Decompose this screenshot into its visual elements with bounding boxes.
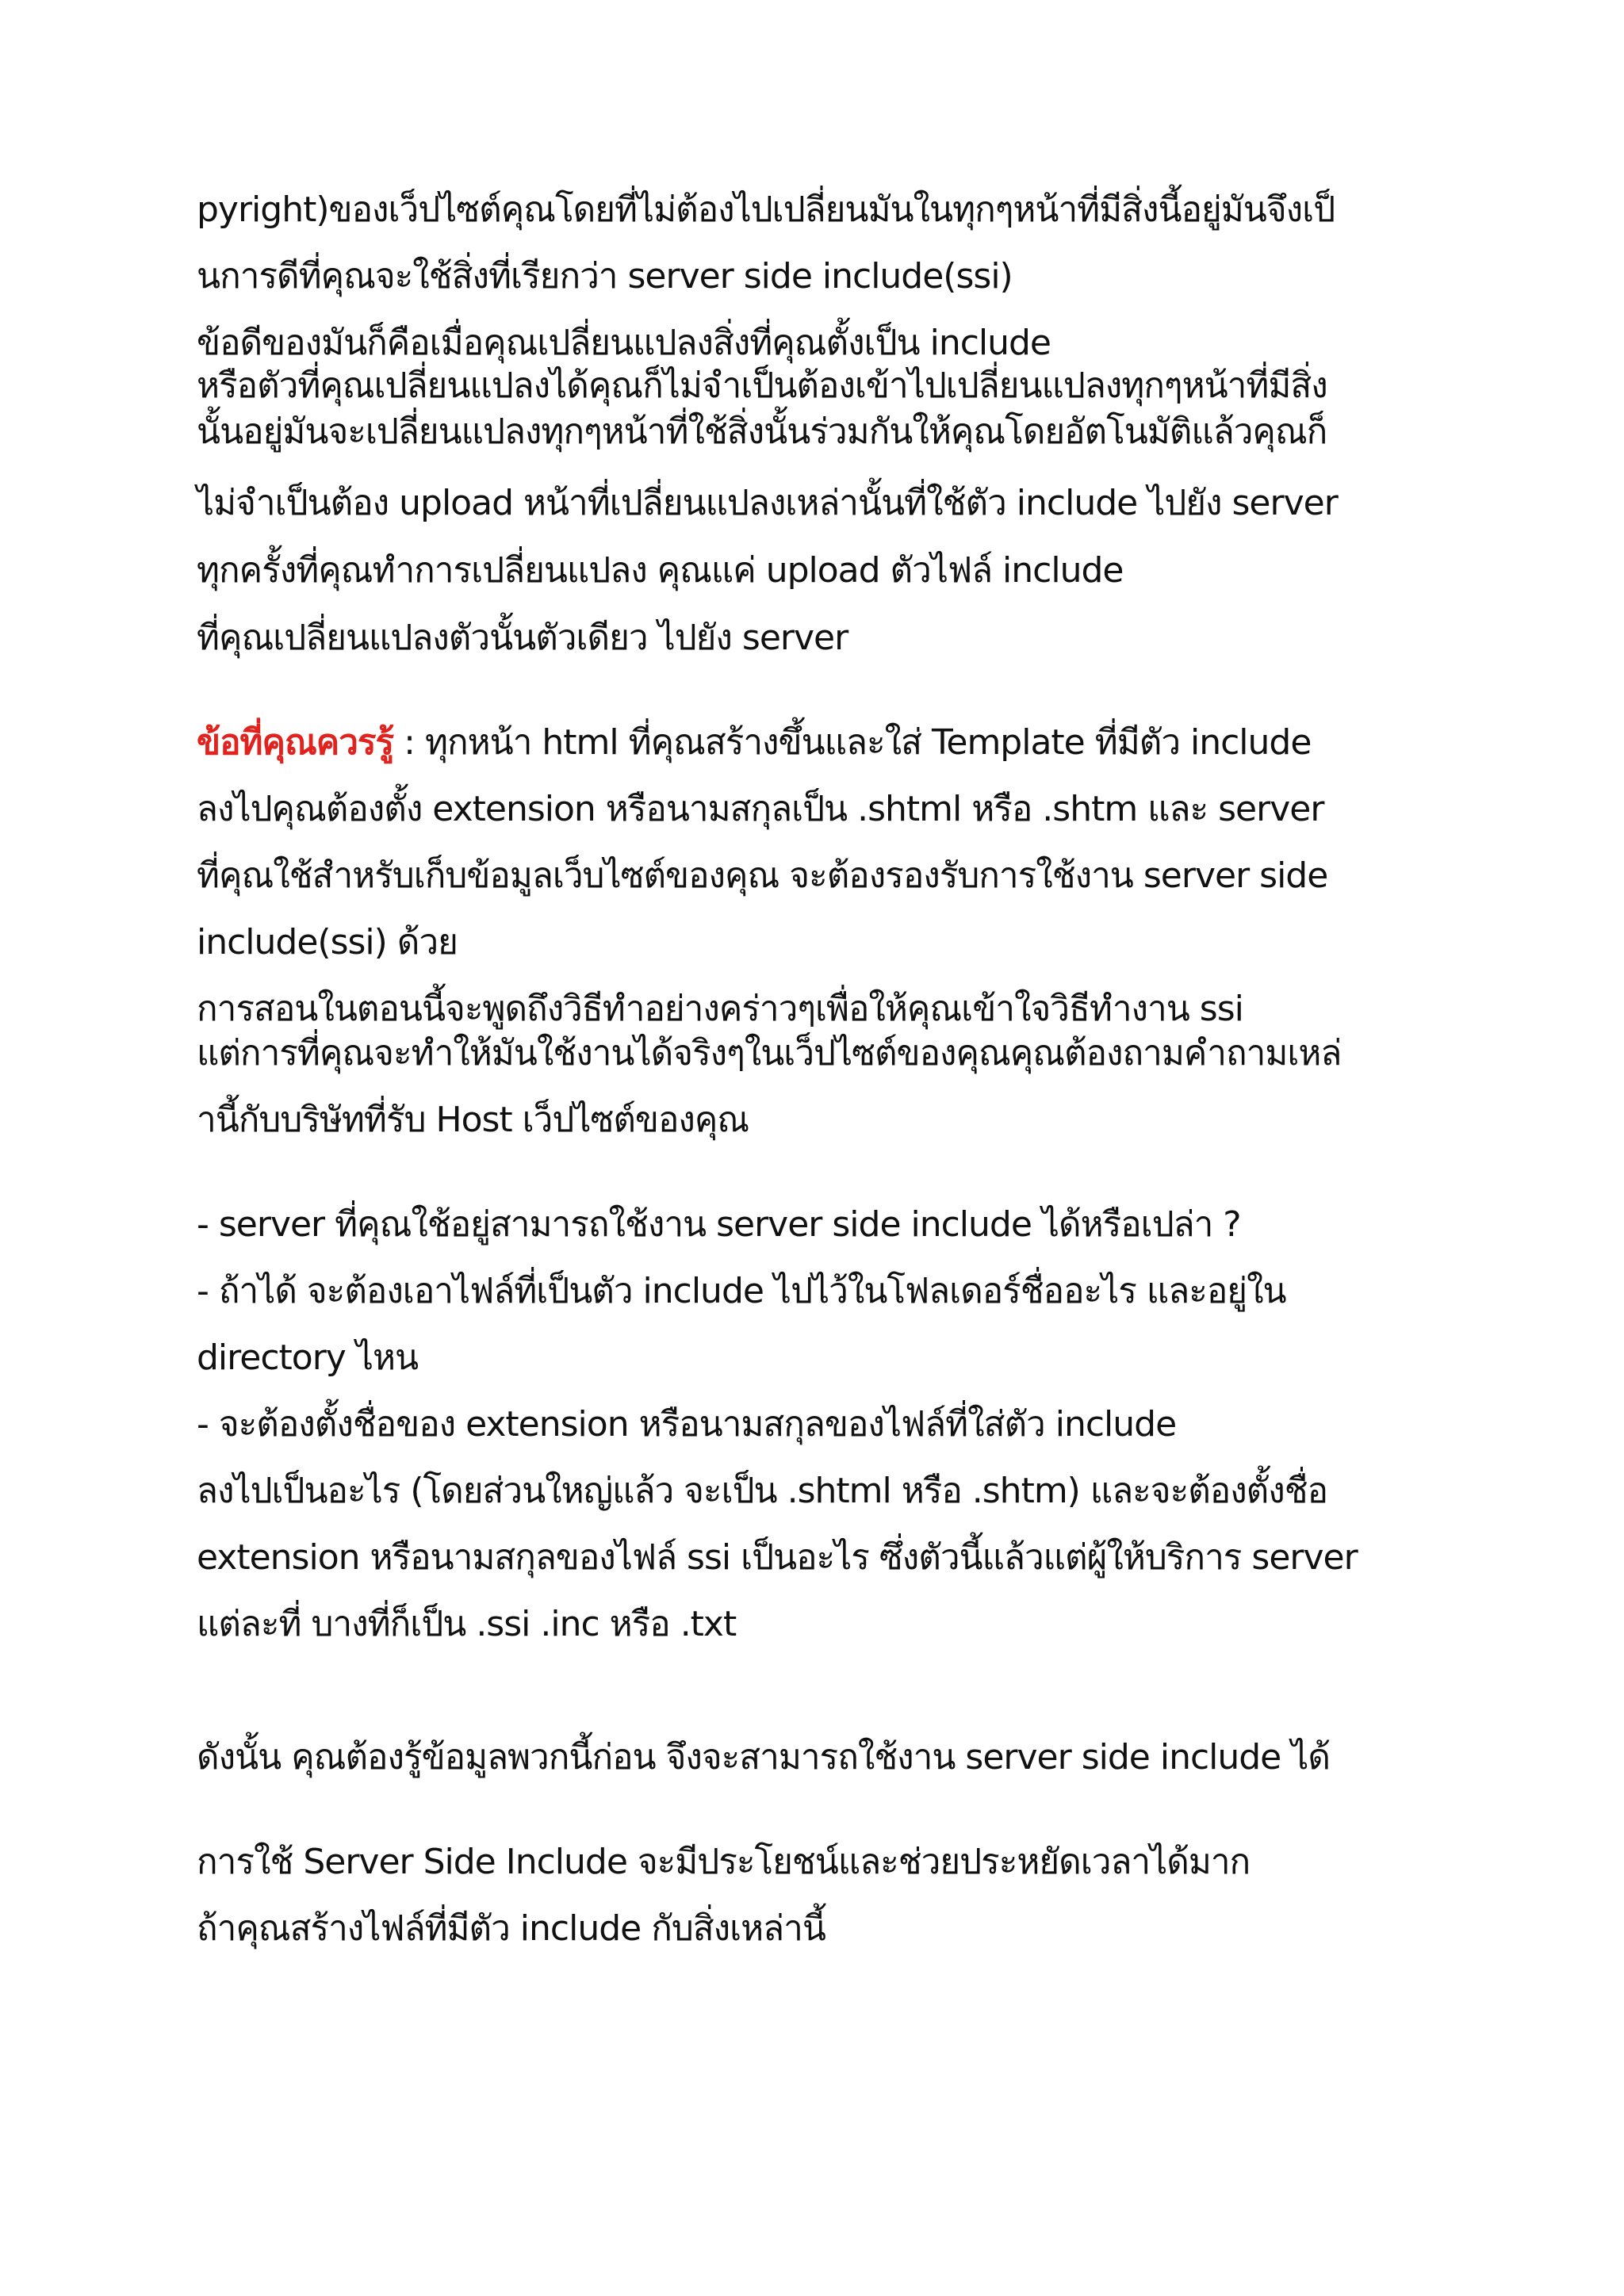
text-line: ถ้าคุณสร้างไฟล์ที่มีตัว include กับสิ่งเหล่านี้ <box>197 1908 825 1949</box>
text-line: ไม่จำเป็นต้อง upload หน้าที่เปลี่ยนแปลงเหล่านั้นที่ใช้ตัว include ไปยัง server <box>197 483 1338 523</box>
text-line: pyright)ของเว็ปไซต์คุณโดยที่ไม่ต้องไปเปลี่ยนมันในทุกๆหน้าที่มีสิ่งนี้อยู่มันจึงเป็ <box>197 189 1335 230</box>
text-line: านี้กับบริษัทที่รับ Host เว็ปไซต์ของคุณ <box>197 1100 749 1140</box>
text-line: นการดีที่คุณจะใช้สิ่งที่เรียกว่า server side include(ssi) <box>197 256 1013 297</box>
text-line: แต่การที่คุณจะทำให้มันใช้งานได้จริงๆในเว็ปไซต์ของคุณคุณต้องถามคำถามเหล่ <box>197 1033 1342 1073</box>
list-item: - ถ้าได้ จะต้องเอาไฟล์ที่เป็นตัว include ไปไว้ในโฟลเดอร์ชื่ออะไร และอยู่ใน <box>197 1271 1286 1311</box>
text-line: ที่คุณใช้สำหรับเก็บข้อมูลเว็บไซต์ของคุณ จะต้องรองรับการใช้งาน server side <box>197 855 1328 896</box>
text-line: แต่ละที่ บางที่ก็เป็น .ssi .inc หรือ .txt <box>197 1604 737 1644</box>
text-line: ลงไปคุณต้องตั้ง extension หรือนามสกุลเป็น .shtml หรือ .shtm และ server <box>197 789 1324 829</box>
text-line: ทุกครั้งที่คุณทำการเปลี่ยนแปลง คุณแค่ upload ตัวไฟล์ include <box>197 550 1124 591</box>
text-line: การใช้ Server Side Include จะมีประโยชน์และช่วยประหยัดเวลาได้มาก <box>197 1842 1251 1882</box>
text-span: : ทุกหน้า html ที่คุณสร้างขึ้นและใส่ Template ที่มีตัว include <box>393 722 1312 763</box>
text-line: ลงไปเป็นอะไร (โดยส่วนใหญ่แล้ว จะเป็น .shtml หรือ .shtm) และจะต้องตั้งชื่อ <box>197 1471 1328 1511</box>
text-line: การสอนในตอนนี้จะพูดถึงวิธีทำอย่างคร่าวๆเพื่อให้คุณเข้าใจวิธีทำงาน ssi <box>197 989 1243 1029</box>
text-line: directory ไหน <box>197 1337 419 1378</box>
text-line: ที่คุณเปลี่ยนแปลงตัวนั้นตัวเดียว ไปยัง server <box>197 618 848 658</box>
text-line: extension หรือนามสกุลของไฟล์ ssi เป็นอะไร ซึ่งตัวนี้แล้วแต่ผู้ให้บริการ server <box>197 1537 1358 1578</box>
text-line <box>197 723 1311 763</box>
list-item: - จะต้องตั้งชื่อของ extension หรือนามสกุลของไฟล์ที่ใส่ตัว include <box>197 1404 1177 1445</box>
emphasis-label: ข้อที่คุณควรรู้ <box>197 722 394 763</box>
text-line: นั้นอยู่มันจะเปลี่ยนแปลงทุกๆหน้าที่ใช้สิ่งนั้นร่วมกันให้คุณโดยอัตโนมัติแล้วคุณก็ <box>197 411 1327 452</box>
list-item: - server ที่คุณใช้อยู่สามารถใช้งาน server side include ได้หรือเปล่า ? <box>197 1204 1241 1245</box>
text-line: ข้อดีของมันก็คือเมื่อคุณเปลี่ยนแปลงสิ่งที่คุณตั้งเป็น include <box>197 323 1051 363</box>
text-line: include(ssi) ด้วย <box>197 922 458 962</box>
text-line: ดังนั้น คุณต้องรู้ข้อมูลพวกนี้ก่อน จึงจะสามารถใช้งาน server side include ได้ <box>197 1737 1330 1777</box>
text-line: หรือตัวที่คุณเปลี่ยนแปลงได้คุณก็ไม่จำเป็นต้องเข้าไปเปลี่ยนแปลงทุกๆหน้าที่มีสิ่ง <box>197 365 1327 406</box>
